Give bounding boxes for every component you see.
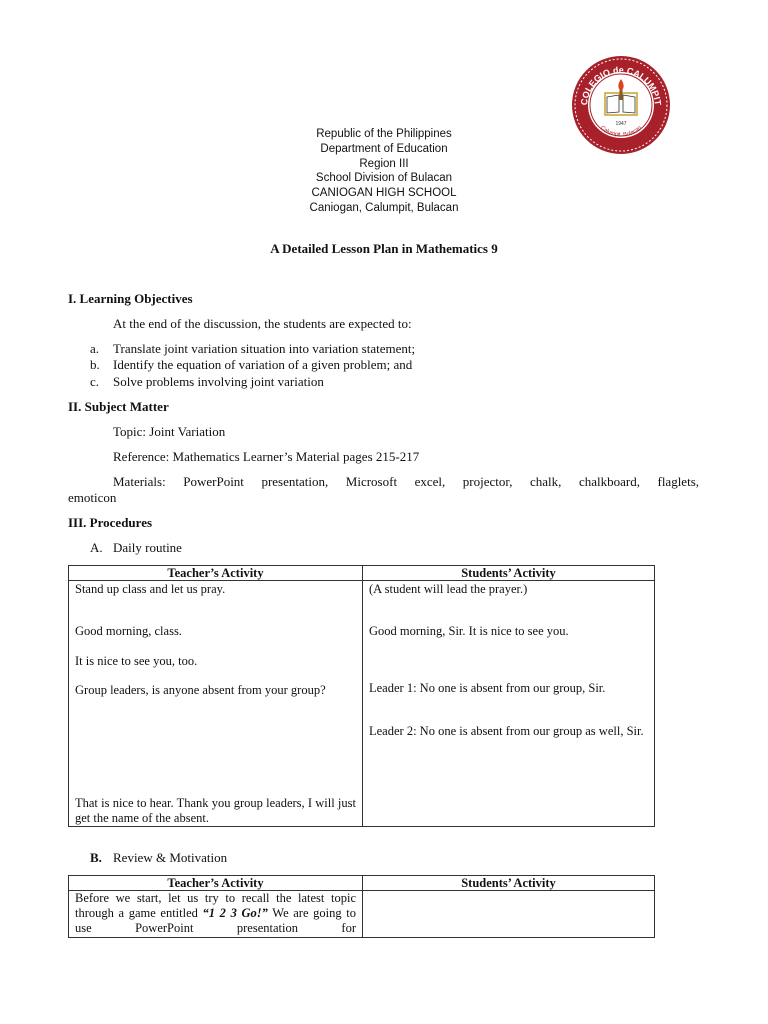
procedure-letter-b: B. xyxy=(90,850,102,865)
header-line-department: Department of Education xyxy=(320,142,448,155)
subject-reference: Reference: Mathematics Learner’s Material pages 215-217 xyxy=(113,449,420,464)
procedure-label-daily-routine: Daily routine xyxy=(113,540,182,555)
section-heading-objectives: I. Learning Objectives xyxy=(68,291,193,306)
teacher-line: Group leaders, is anyone absent from your group? xyxy=(75,683,326,697)
subject-materials: Materials: PowerPoint presentation, Microsoft excel, projector, chalk, chalkboard, flaglets, xyxy=(113,474,699,489)
logo-location-text: Calumpit, Bulacan xyxy=(599,124,643,139)
subject-materials-continued: emoticon xyxy=(68,490,117,505)
student-line: Good morning, Sir. It is nice to see you. xyxy=(369,624,569,638)
student-line: (A student will lead the prayer.) xyxy=(369,582,528,596)
header-line-republic: Republic of the Philippines xyxy=(316,128,452,140)
document-title: A Detailed Lesson Plan in Mathematics 9 xyxy=(270,241,498,256)
review-text-post: We are going to use PowerPoint presentation for xyxy=(75,906,356,935)
review-text-pre: Before we start, let us try to recall the latest topic through a game entitled xyxy=(75,891,356,920)
teacher-line: That is nice to hear. Thank you group leaders, I will just get the name of the absent. xyxy=(75,796,356,825)
column-header-students: Students’ Activity xyxy=(363,566,655,581)
teacher-line xyxy=(75,891,356,936)
teacher-line: It is nice to see you, too. xyxy=(75,654,198,668)
review-motivation-table xyxy=(68,875,655,938)
logo-year: 1947 xyxy=(615,121,627,127)
objectives-intro: At the end of the discussion, the students are expected to: xyxy=(113,316,412,331)
header-line-school: CANIOGAN HIGH SCHOOL xyxy=(311,187,457,200)
teacher-activity-cell xyxy=(69,891,363,938)
game-title: “1 2 3 Go!” xyxy=(202,906,268,920)
section-heading-procedures: III. Procedures xyxy=(68,515,153,530)
objective-letter: a. xyxy=(90,341,100,356)
objective-item: Translate joint variation situation into variation statement; xyxy=(113,341,416,356)
student-line: Leader 1: No one is absent from our group, Sir. xyxy=(369,681,606,695)
students-activity-cell xyxy=(363,581,655,827)
teacher-activity-cell xyxy=(69,581,363,827)
logo-ring-text: COLEGIO de CALUMPIT xyxy=(578,64,664,106)
subject-topic: Topic: Joint Variation xyxy=(113,424,226,439)
students-activity-cell xyxy=(363,891,655,938)
objective-letter: c. xyxy=(90,374,100,389)
procedure-label-review: Review & Motivation xyxy=(113,850,228,865)
teacher-line: Stand up class and let us pray. xyxy=(75,582,226,596)
header-line-division: School Division of Bulacan xyxy=(315,172,453,185)
section-heading-subject-matter: II. Subject Matter xyxy=(68,399,169,414)
column-header-teacher: Teacher’s Activity xyxy=(69,566,363,581)
header-line-address: Caniogan, Calumpit, Bulacan xyxy=(309,201,459,214)
objective-item: Identify the equation of variation of a given problem; and xyxy=(113,357,413,372)
objective-letter: b. xyxy=(90,357,100,372)
daily-routine-table xyxy=(68,565,655,827)
column-header-students: Students’ Activity xyxy=(363,876,655,891)
header-line-region: Region III xyxy=(359,157,409,170)
column-header-teacher: Teacher’s Activity xyxy=(69,876,363,891)
procedure-letter-a: A. xyxy=(90,540,103,555)
objective-item: Solve problems involving joint variation xyxy=(113,374,324,389)
student-line: Leader 2: No one is absent from our group as well, Sir. xyxy=(369,724,644,738)
teacher-line: Good morning, class. xyxy=(75,624,182,638)
